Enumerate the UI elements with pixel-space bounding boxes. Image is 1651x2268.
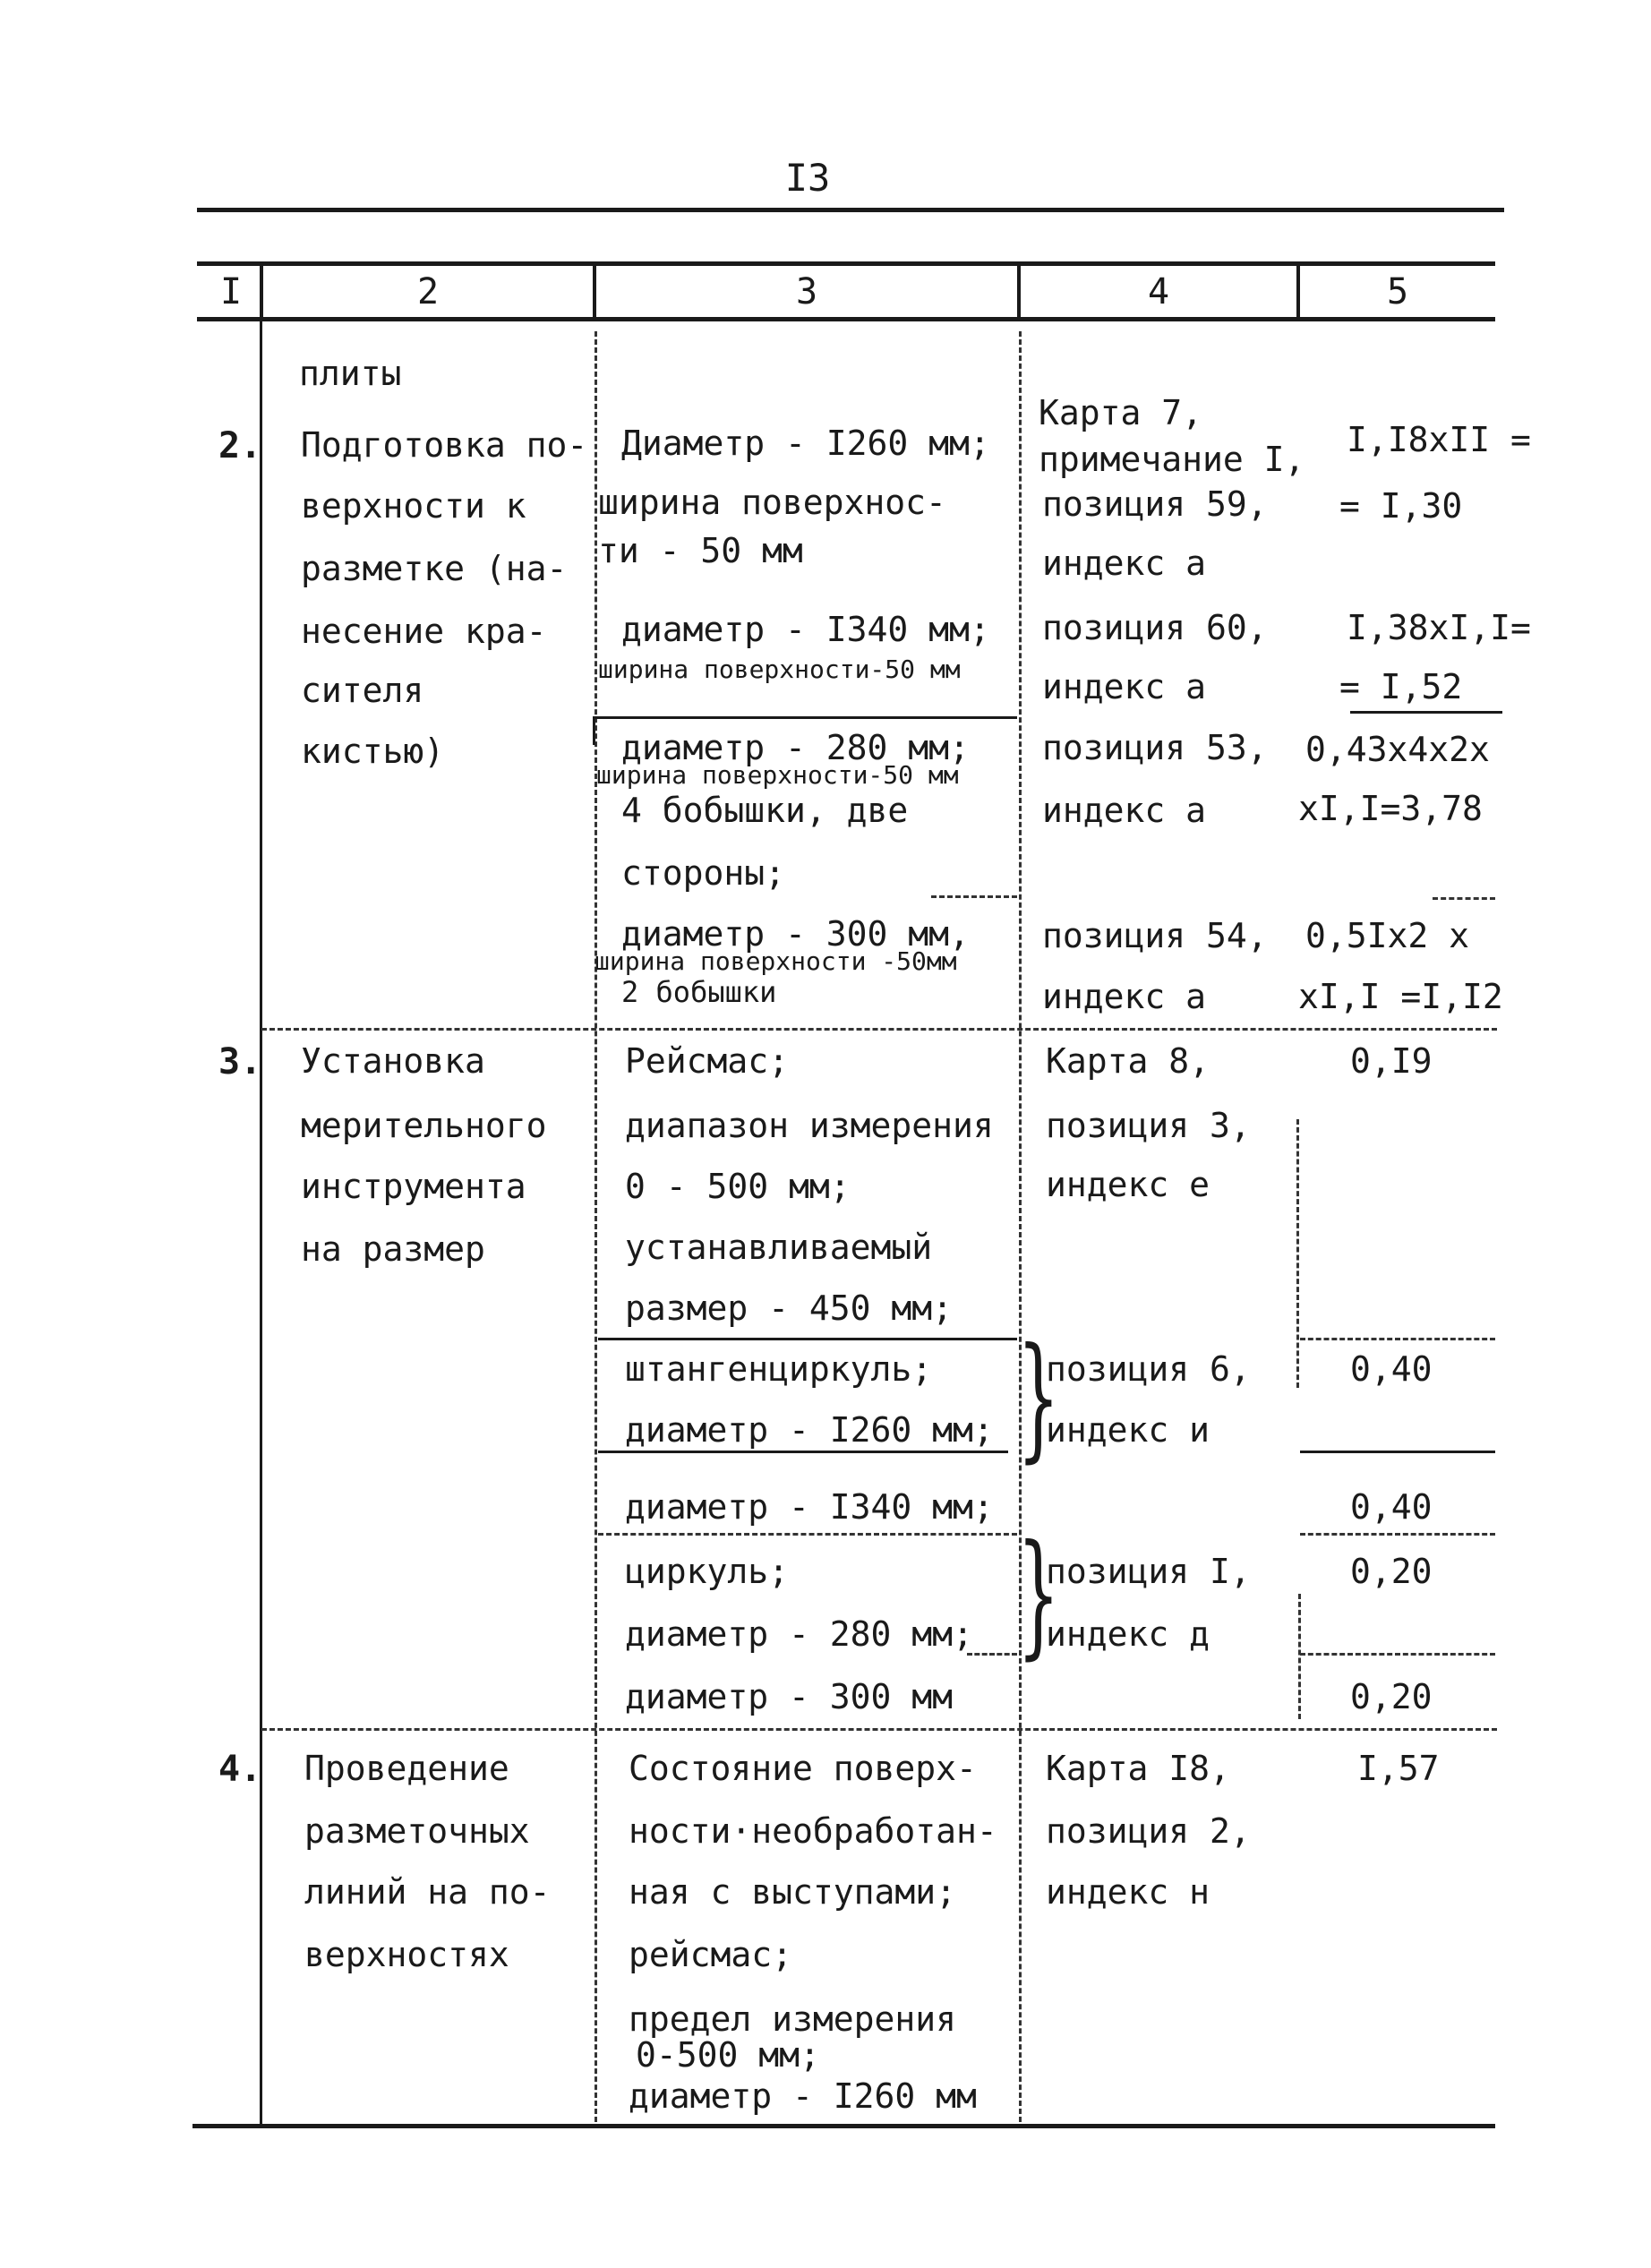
- row4-col4-line1: Карта I8,: [1046, 1749, 1230, 1788]
- row2-col4-line6: индекс а: [1042, 667, 1207, 706]
- row2-col3-divider: [931, 895, 1017, 898]
- row3-col2-line4: на размер: [301, 1229, 485, 1269]
- row2-col3-line1: Диаметр - I260 мм;: [621, 424, 990, 463]
- row2-col2-line3: разметке (на-: [301, 549, 568, 588]
- row3-col4-line2: позиция 3,: [1046, 1106, 1251, 1145]
- row2-col2-line1: Подготовка по-: [301, 425, 588, 465]
- row2-col3-line8: 4 бобышки, две: [621, 791, 909, 830]
- row2-col3-line2: ширина поверхнос-: [598, 483, 946, 522]
- row3-col5-line5: 0,20: [1350, 1677, 1433, 1716]
- row3-col3-line11: диаметр - 300 мм: [625, 1677, 954, 1716]
- row2-col3-line10: диаметр - 300 мм,: [621, 914, 970, 954]
- row2-col4-line8: индекс а: [1042, 791, 1207, 830]
- row2-number: 2.: [218, 425, 262, 466]
- row3-col3-line2: диапазон измерения: [625, 1106, 994, 1145]
- row2-col3-line5: ширина поверхности-50 мм: [598, 655, 961, 684]
- row3-col4-line5: индекс и: [1046, 1410, 1210, 1450]
- row3-col5-line1: 0,I9: [1350, 1041, 1433, 1081]
- row4-col3-line4: рейсмас;: [629, 1935, 793, 1974]
- brace-compass: }: [1017, 1517, 1060, 1673]
- header-col-5: 5: [1386, 271, 1409, 312]
- row2-col4-line4: индекс а: [1042, 543, 1207, 583]
- col-sep-4-body-b: [1298, 1594, 1301, 1719]
- row4-col2-line2: разметочных: [304, 1811, 530, 1851]
- row2-col5-line1: I,I8xII =: [1347, 420, 1531, 459]
- row4-col3-line1: Состояние поверх-: [629, 1749, 977, 1788]
- row2-col2-line4: несение кра-: [301, 612, 547, 651]
- row4-col3-line6: 0-500 мм;: [636, 2035, 820, 2075]
- header-col-2: 2: [416, 271, 440, 312]
- header-bottom-border: [197, 317, 1495, 321]
- row3-col3-line1: Рейсмас;: [625, 1041, 790, 1081]
- row4-col4-line3: индекс н: [1046, 1872, 1210, 1912]
- row3-col5-divider-4: [1300, 1653, 1495, 1656]
- row3-col4-line4: позиция 6,: [1046, 1349, 1251, 1389]
- row2-col3-line11: ширина поверхности -50мм: [595, 946, 957, 976]
- row2-col4-line5: позиция 60,: [1042, 608, 1268, 647]
- row2-col4-line3: позиция 59,: [1042, 484, 1268, 524]
- row3-col3-line7: диаметр - I260 мм;: [625, 1410, 994, 1450]
- row2-col5-line2: = I,30: [1339, 486, 1463, 526]
- row3-col5-line4: 0,20: [1350, 1552, 1433, 1591]
- row3-col3-line3: 0 - 500 мм;: [625, 1167, 851, 1206]
- row3-row4-divider: [261, 1728, 1497, 1731]
- row4-col3-line3: ная с выступами;: [629, 1872, 957, 1912]
- row3-col3-line6: штангенциркуль;: [625, 1349, 933, 1389]
- row2-col5-line7: 0,5Ix2 x: [1305, 916, 1470, 955]
- row2-col3-line3: ти - 50 мм: [598, 531, 803, 570]
- row4-col3-line7: диаметр - I260 мм: [629, 2076, 977, 2116]
- row2-col5-line6: xI,I=3,78: [1298, 789, 1483, 828]
- row3-col3-line10: диаметр - 280 мм;: [625, 1614, 973, 1654]
- row2-col2-line2: верхности к: [301, 486, 526, 526]
- col-sep-1-body: [260, 321, 262, 2126]
- row3-col2-line3: инструмента: [301, 1167, 526, 1206]
- row4-col5-line1: I,57: [1357, 1749, 1440, 1788]
- row3-col4-line6: позиция I,: [1046, 1552, 1251, 1591]
- row3-col4-line3: индекс е: [1046, 1165, 1210, 1204]
- page-number: I3: [784, 156, 831, 200]
- row3-number: 3.: [218, 1041, 262, 1083]
- row3-col2-line1: Установка: [301, 1041, 485, 1081]
- table-top-border: [197, 261, 1495, 266]
- row3-col3-divider-3: [598, 1533, 1017, 1536]
- row2-col4-line10: индекс а: [1042, 977, 1207, 1016]
- row2-col2-line6: кистью): [301, 732, 445, 771]
- row3-col3-line9: циркуль;: [625, 1552, 790, 1591]
- row4-number: 4.: [218, 1749, 262, 1790]
- header-col-3: 3: [795, 271, 818, 312]
- row3-col5-divider-1: [1300, 1338, 1495, 1340]
- row2-col5-line4: = I,52: [1339, 667, 1463, 706]
- row4-col4-line2: позиция 2,: [1046, 1811, 1251, 1851]
- row3-col3-line8: диаметр - I340 мм;: [625, 1487, 994, 1527]
- row2-col5-line5: 0,43x4x2x: [1305, 730, 1490, 769]
- row4-col2-line3: линий на по-: [304, 1872, 551, 1912]
- row2-col4-line9: позиция 54,: [1042, 916, 1268, 955]
- row2-col3-line9: стороны;: [621, 853, 786, 893]
- row2-col3-line12: 2 бобышки: [621, 975, 777, 1009]
- row4-col3-line2: ности·необработан-: [629, 1811, 997, 1851]
- row2-col3-line4: диаметр - I340 мм;: [621, 610, 990, 649]
- row3-col4-line1: Карта 8,: [1046, 1041, 1210, 1081]
- row2-row3-divider: [261, 1028, 1497, 1031]
- top-rule: [197, 208, 1504, 212]
- row3-col3-line4: устанавливаемый: [625, 1228, 933, 1267]
- header-col-1: I: [219, 271, 243, 312]
- row2-col2-line5: сителя: [301, 671, 424, 710]
- row2-col3-line6: диаметр - 280 мм;: [621, 728, 970, 767]
- row3-col5-divider-3: [1300, 1533, 1495, 1536]
- row2-col5-divider: [1433, 897, 1495, 900]
- row2-col4-line2: примечание I,: [1039, 440, 1305, 479]
- row3-col3-line5: размер - 450 мм;: [625, 1288, 954, 1328]
- row3-col5-divider-2: [1300, 1451, 1495, 1453]
- row3-col4-line7: индекс д: [1046, 1614, 1210, 1654]
- col-sep-4-body-a: [1296, 1119, 1299, 1388]
- row2-col3-bracket-left: [593, 716, 595, 745]
- row4-col2-line4: верхностях: [304, 1935, 509, 1974]
- row2-col3-bracket-top: [593, 716, 1017, 719]
- col-sep-3-body: [1019, 331, 1022, 2122]
- row3-col3-divider-4: [967, 1653, 1017, 1656]
- row3-col5-line2: 0,40: [1350, 1349, 1433, 1389]
- brace-calipers: }: [1017, 1320, 1060, 1476]
- row3-col2-line2: мерительного: [301, 1106, 547, 1145]
- cont-col2: плиты: [299, 354, 402, 393]
- row2-col5-underline: [1350, 711, 1502, 714]
- row4-col2-line1: Проведение: [304, 1749, 509, 1788]
- row2-col4-line7: позиция 53,: [1042, 728, 1268, 767]
- row3-col5-line3: 0,40: [1350, 1487, 1433, 1527]
- row2-col5-line8: xI,I =I,I2: [1298, 977, 1503, 1016]
- header-col-4: 4: [1147, 271, 1170, 312]
- row2-col4-line1: Карта 7,: [1039, 393, 1203, 432]
- row3-col3-underline-2: [598, 1451, 1008, 1453]
- col-sep-2-body: [595, 331, 597, 2122]
- row2-col3-line7: ширина поверхности-50 мм: [596, 760, 959, 790]
- row2-col5-line3: I,38xI,I=: [1347, 608, 1531, 647]
- row4-col3-line5: предел измерения: [629, 1999, 957, 2039]
- row3-col3-divider-1: [598, 1338, 1017, 1340]
- table-bottom-border: [192, 2124, 1495, 2128]
